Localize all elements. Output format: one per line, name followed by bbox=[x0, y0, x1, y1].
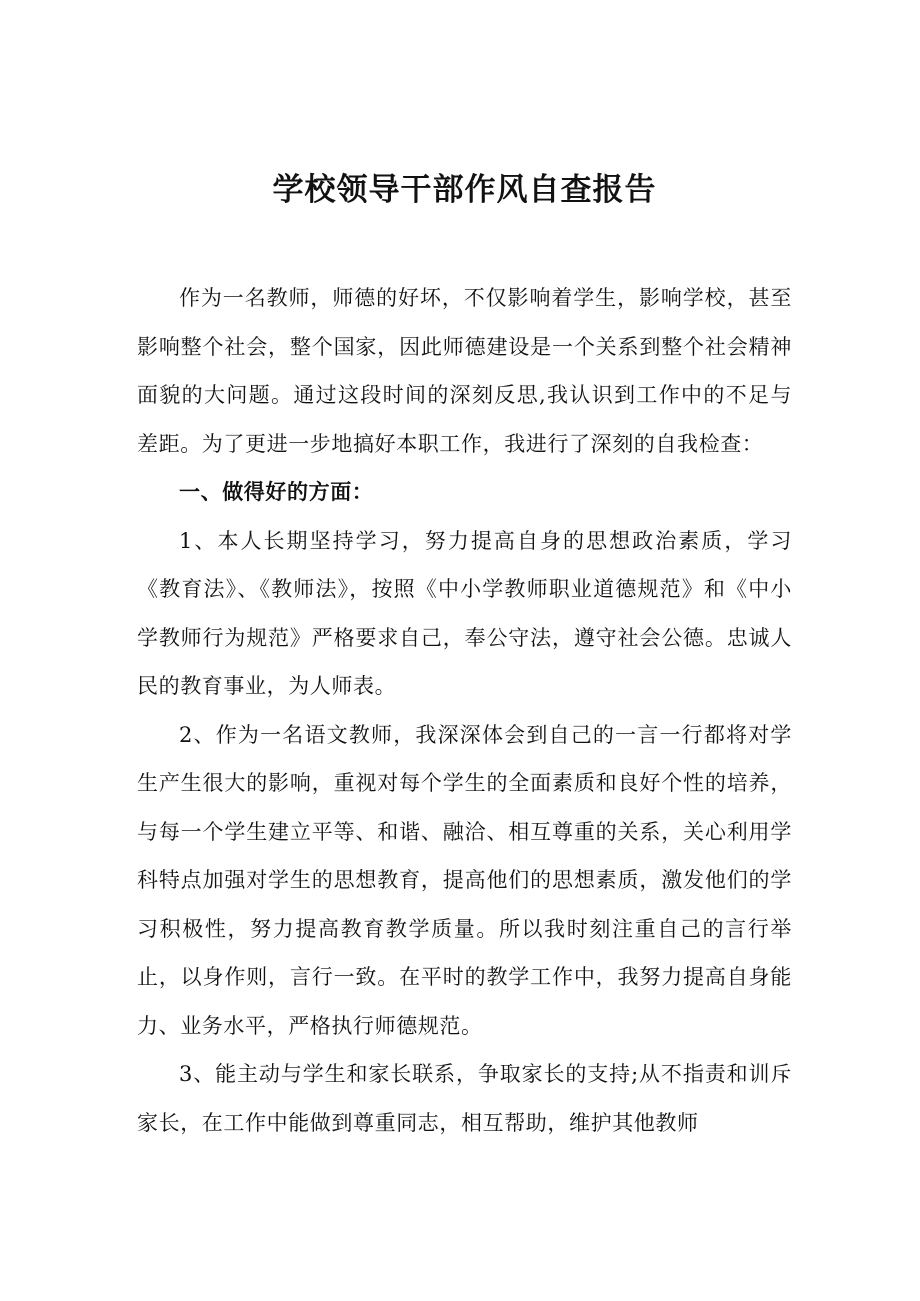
item-paragraph-1: 1、本人长期坚持学习，努力提高自身的思想政治素质，学习《教育法》、《教师法》，按照《中小学教师职业道德规范》和《中小学教师行为规范》严格要求自己，奉公守法，遵守社会公德。忠诚人民的教育事业，为人师表。 bbox=[137, 528, 792, 698]
item-paragraph-2: 2、作为一名语文教师，我深深体会到自己的一言一行都将对学生产生很大的影响，重视对每个学生的全面素质和良好个性的培养，与每一个学生建立平等、和谐、融洽、相互尊重的关系，关心利用学科特点加强对学生的思想教育，提高他们的思想素质，激发他们的学习积极性，努力提高教育教学质量。所以我时刻注重自己的言行举止，以身作则，言行一致。在平时的教学工作中，我努力提高自身能力、业务水平，严格执行师德规范。 bbox=[137, 722, 792, 1038]
document-title: 学校领导干部作风自查报告 bbox=[272, 172, 657, 208]
item-paragraph-3: 3、能主动与学生和家长联系，争取家长的支持;从不指责和训斥家长，在工作中能做到尊重同志，相互帮助，维护其他教师 bbox=[137, 1062, 792, 1135]
intro-paragraph: 作为一名教师，师德的好坏，不仅影响着学生，影响学校，甚至影响整个社会，整个国家，因此师德建设是一个关系到整个社会精神面貌的大问题。通过这段时间的深刻反思,我认识到工作中的不足与差距。为了更进一步地搞好本职工作，我进行了深刻的自我检查： bbox=[137, 286, 792, 456]
section-heading-good-aspects: 一、做得好的方面： bbox=[179, 480, 374, 504]
